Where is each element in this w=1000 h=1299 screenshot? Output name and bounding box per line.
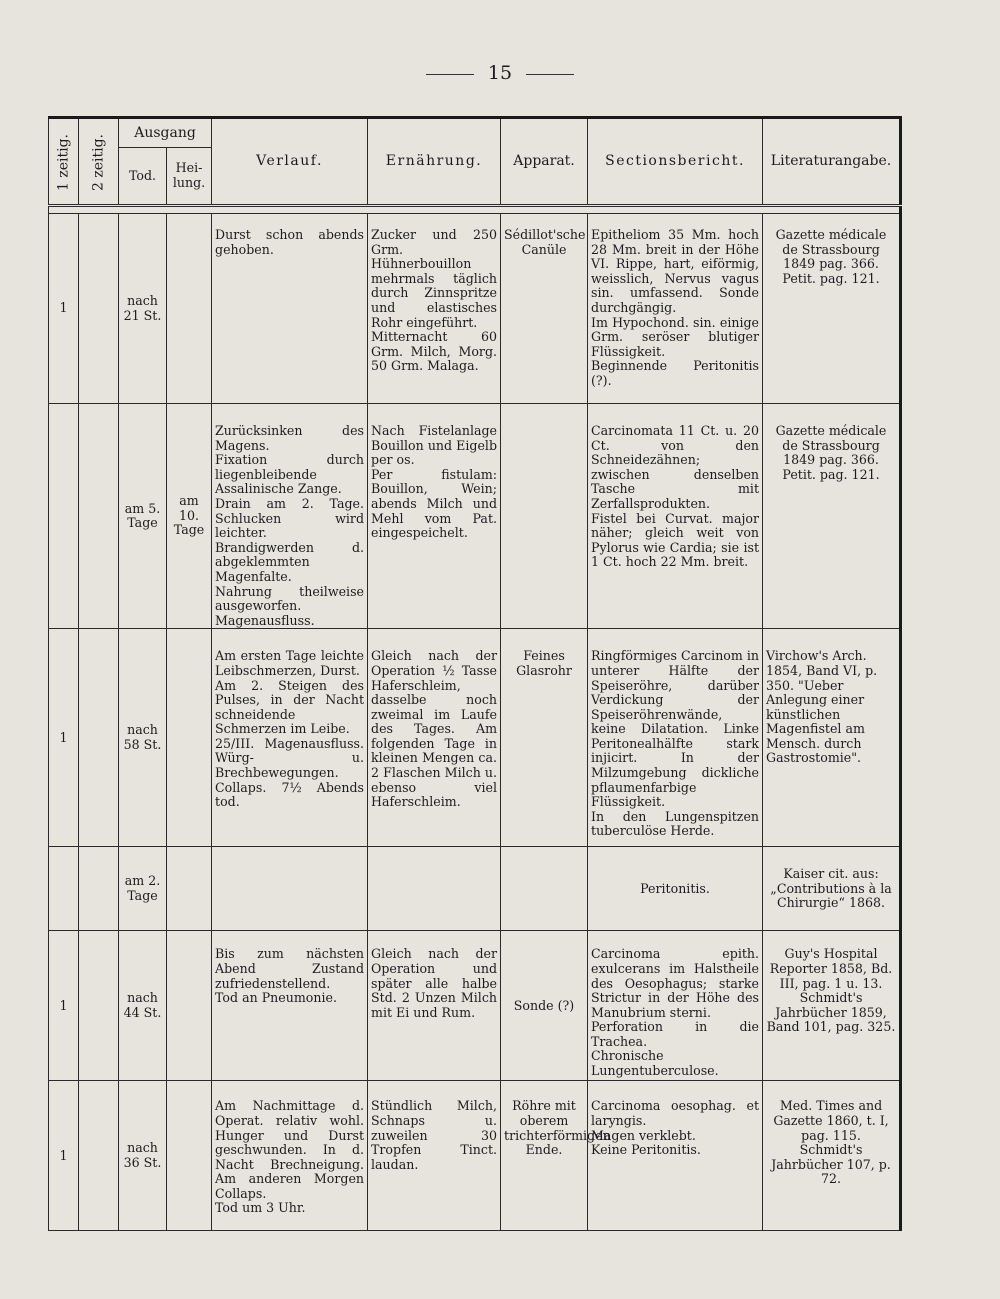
table-row: [49, 214, 901, 404]
cell-2-zeitig: [79, 404, 119, 629]
cell-apparat: Feines Glasrohr: [501, 629, 588, 847]
cell-tod: nach 58 St.: [119, 629, 167, 847]
cell-1-zeitig: 1: [49, 629, 79, 847]
header-ernaehrung: Ernährung.: [368, 118, 501, 206]
table-row: [49, 1081, 901, 1231]
cell-verlauf: Zurücksinken des Magens. Fixation durch liegenbleibende Assalinische Zange. Drain am 2. Tage. Schlucken wird leichter. Brandigwerden d. abgeklemmten Magenfalte. Nahrung theilweise ausgeworfen. Magenausfluss.: [212, 404, 368, 629]
divider: [526, 74, 574, 75]
cell-apparat: [501, 404, 588, 629]
case-table: [48, 116, 902, 1231]
cell-literatur: Gazette médicale de Strassbourg 1849 pag. 366. Petit. pag. 121.: [763, 404, 901, 629]
cell-section: Epitheliom 35 Mm. hoch 28 Mm. breit in der Höhe VI. Rippe, hart, eiförmig, weisslich, Nervus vagus sin. umfassend. Sonde durchgängig. Im Hypochond. sin. einige Grm. seröser blutiger Flüssigkeit. Beginnende Peritonitis (?).: [588, 214, 763, 404]
cell-section: Ringförmiges Carcinom in unterer Hälfte der Speiseröhre, darüber Verdickung der Speiseröhrenwände, keine Dilatation. Linke Peritonealhälfte stark injicirt. In der Milzumgebung dickliche pflaumenfarbige Flüssigkeit. In den Lungenspitzen tuberculöse Herde.: [588, 629, 763, 847]
cell-apparat: Sonde (?): [501, 931, 588, 1081]
cell-2-zeitig: [79, 847, 119, 931]
header-verlauf: Verlauf.: [212, 118, 368, 206]
header-2-zeitig: 2 zeitig.: [79, 118, 119, 206]
cell-literatur: Guy's Hospital Reporter 1858, Bd. III, pag. 1 u. 13. Schmidt's Jahrbücher 1859, Band 101, pag. 325.: [763, 931, 901, 1081]
cell-verlauf: [212, 847, 368, 931]
header-apparat: Apparat.: [501, 118, 588, 206]
cell-literatur: Kaiser cit. aus: „Contributions à la Chirurgie“ 1868.: [763, 847, 901, 931]
cell-tod: nach 44 St.: [119, 931, 167, 1081]
cell-verlauf: Am Nachmittage d. Operat. relativ wohl. Hunger und Durst geschwunden. In d. Nacht Brechneigung. Am anderen Morgen Collaps. Tod um 3 Uhr.: [212, 1081, 368, 1231]
cell-heilung: [167, 629, 212, 847]
cell-literatur: Virchow's Arch. 1854, Band VI, p. 350. "Ueber Anlegung einer künstlichen Magenfistel am Mensch. durch Gastrostomie".: [763, 629, 901, 847]
cell-heilung: [167, 1081, 212, 1231]
cell-1-zeitig: 1: [49, 1081, 79, 1231]
cell-heilung: [167, 931, 212, 1081]
cell-apparat: Röhre mit oberem trichterförmigen Ende.: [501, 1081, 588, 1231]
header-tod: Tod.: [119, 148, 167, 206]
header-1-zeitig: 1 zeitig.: [49, 118, 79, 206]
table-row: [49, 847, 901, 931]
cell-verlauf: Durst schon abends gehoben.: [212, 214, 368, 404]
header-heilung: Hei- lung.: [167, 148, 212, 206]
header-literatur: Literaturangabe.: [763, 118, 901, 206]
header-sectionsbericht: Sectionsbericht.: [588, 118, 763, 206]
cell-section: Carcinoma oesophag. et laryngis. Magen verklebt. Keine Peritonitis.: [588, 1081, 763, 1231]
cell-apparat: Sédillot'sche Canüle: [501, 214, 588, 404]
cell-1-zeitig: [49, 404, 79, 629]
page-number-line: [0, 62, 1000, 84]
cell-1-zeitig: 1: [49, 931, 79, 1081]
cell-verlauf: Bis zum nächsten Abend Zustand zufriedenstellend. Tod an Pneumonie.: [212, 931, 368, 1081]
cell-tod: am 2. Tage: [119, 847, 167, 931]
cell-ernaehrung: Nach Fistelanlage Bouillon und Eigelb per os. Per fistulam: Bouillon, Wein; abends Milch und Mehl vom Pat. eingespeichelt.: [368, 404, 501, 629]
cell-section: Carcinomata 11 Ct. u. 20 Ct. von den Schneidezähnen; zwischen denselben Tasche mit Zerfallsprodukten. Fistel bei Curvat. major näher; gleich weit von Pylorus wie Cardia; sie ist 1 Ct. hoch 22 Mm. breit.: [588, 404, 763, 629]
cell-heilung: [167, 847, 212, 931]
cell-tod: am 5. Tage: [119, 404, 167, 629]
cell-ernaehrung: [368, 847, 501, 931]
cell-ernaehrung: Gleich nach der Operation ½ Tasse Haferschleim, dasselbe noch zweimal im Laufe des Tages. Am folgenden Tage in kleinen Mengen ca. 2 Flaschen Milch u. ebenso viel Haferschleim.: [368, 629, 501, 847]
cell-heilung: [167, 214, 212, 404]
cell-2-zeitig: [79, 1081, 119, 1231]
header-rule: [49, 206, 901, 214]
cell-1-zeitig: [49, 847, 79, 931]
cell-heilung: am 10. Tage: [167, 404, 212, 629]
table-row: [49, 404, 901, 629]
cell-section: Carcinoma epith. exulcerans im Halstheile des Oesophagus; starke Strictur in der Höhe des Manubrium sterni. Perforation in die Trachea. Chronische Lungentuberculose.: [588, 931, 763, 1081]
cell-2-zeitig: [79, 629, 119, 847]
divider: [426, 74, 474, 75]
table-row: [49, 931, 901, 1081]
cell-tod: nach 36 St.: [119, 1081, 167, 1231]
cell-ernaehrung: Stündlich Milch, Schnaps u. zuweilen 30 Tropfen Tinct. laudan.: [368, 1081, 501, 1231]
cell-ernaehrung: Gleich nach der Operation und später alle halbe Std. 2 Unzen Milch mit Ei und Rum.: [368, 931, 501, 1081]
cell-ernaehrung: Zucker und 250 Grm. Hühnerbouillon mehrmals täglich durch Zinnspritze und elastisches Rohr eingeführt. Mitternacht 60 Grm. Milch, Morg. 50 Grm. Malaga.: [368, 214, 501, 404]
cell-literatur: Med. Times and Gazette 1860, t. I, pag. 115. Schmidt's Jahrbücher 107, p. 72.: [763, 1081, 901, 1231]
cell-literatur: Gazette médicale de Strassbourg 1849 pag. 366. Petit. pag. 121.: [763, 214, 901, 404]
cell-tod: nach 21 St.: [119, 214, 167, 404]
cell-1-zeitig: 1: [49, 214, 79, 404]
cell-section: Peritonitis.: [588, 847, 763, 931]
cell-2-zeitig: [79, 214, 119, 404]
cell-verlauf: Am ersten Tage leichte Leibschmerzen, Durst. Am 2. Steigen des Pulses, in der Nacht schneidende Schmerzen im Leibe. 25/III. Magenausfluss. Würg- u. Brechbewegungen. Collaps. 7½ Abends tod.: [212, 629, 368, 847]
page-number: 15: [487, 62, 513, 84]
header-ausgang: Ausgang: [119, 118, 212, 148]
cell-apparat: [501, 847, 588, 931]
cell-2-zeitig: [79, 931, 119, 1081]
table-row: [49, 629, 901, 847]
